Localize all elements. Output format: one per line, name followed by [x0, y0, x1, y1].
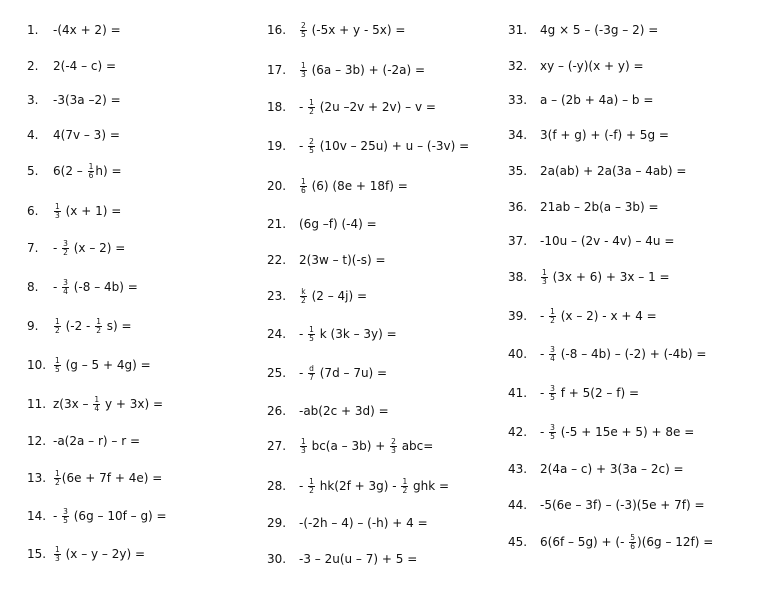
- expression-text: (6) (8e + 18f) =: [307, 179, 408, 193]
- fraction: [62, 508, 69, 525]
- problem-column-1: [27, 0, 277, 594]
- problem-12: [27, 433, 140, 449]
- fraction-numerator: 1: [309, 98, 314, 108]
- problem-expression: [53, 319, 132, 333]
- problem-3: [27, 92, 121, 108]
- fraction-denominator: 3: [301, 69, 306, 79]
- problem-expression: [540, 347, 706, 361]
- expression-text: k (3k – 3y) =: [315, 327, 397, 341]
- fraction-denominator: 2: [96, 325, 101, 335]
- problem-expression: [540, 200, 659, 214]
- problem-expression: [540, 93, 653, 107]
- fraction: [308, 478, 315, 495]
- fraction-numerator: 3: [63, 239, 68, 249]
- problem-expression: [540, 164, 686, 178]
- fraction-denominator: 6: [88, 170, 94, 180]
- problem-expression: [53, 204, 121, 218]
- expression-text: (6g – 10f – g) =: [69, 509, 167, 523]
- problem-19: [267, 138, 469, 155]
- problem-number: 39.: [508, 309, 528, 323]
- fraction: [401, 478, 408, 495]
- problem-number: 23.: [267, 289, 287, 303]
- problem-number: 9.: [27, 319, 39, 333]
- expression-text: f + 5(2 – f) =: [556, 386, 640, 400]
- fraction: [95, 318, 102, 335]
- fraction-numerator: 1: [309, 325, 314, 335]
- fraction-numerator: 1: [55, 317, 60, 327]
- fraction: [62, 279, 69, 296]
- problem-expression: [53, 59, 116, 73]
- fraction-numerator: 1: [301, 177, 306, 187]
- expression-text: (2 – 4j) =: [307, 289, 368, 303]
- problem-number: 4.: [27, 128, 39, 142]
- problem-31: [508, 22, 658, 38]
- problem-39: [508, 308, 657, 325]
- problem-expression: [540, 462, 684, 476]
- expression-text: (x – 2) =: [69, 241, 126, 255]
- expression-text: (x – y – 2y) =: [61, 547, 146, 561]
- problem-37: [508, 233, 674, 249]
- problem-number: 30.: [267, 552, 287, 566]
- problem-15: [27, 546, 145, 563]
- fraction: [549, 308, 556, 325]
- fraction-numerator: 1: [55, 545, 60, 555]
- problem-number: 16.: [267, 23, 287, 37]
- fraction: [308, 138, 315, 155]
- problem-35: [508, 163, 686, 179]
- problem-expression: [540, 425, 694, 439]
- expression-text: -(-2h – 4) – (-h) + 4 =: [299, 516, 428, 530]
- problem-number: 7.: [27, 241, 39, 255]
- expression-text: (3x + 6) + 3x – 1 =: [548, 270, 670, 284]
- expression-text: (-8 – 4b) – (-2) + (-4b) =: [556, 347, 707, 361]
- expression-text: h) =: [95, 164, 122, 178]
- problem-6: [27, 203, 121, 220]
- problem-number: 11.: [27, 397, 47, 411]
- problem-28: [267, 478, 449, 495]
- problem-34: [508, 127, 669, 143]
- fraction: [54, 203, 61, 220]
- problem-18: [267, 99, 436, 116]
- problem-21: [267, 216, 377, 232]
- problem-expression: [299, 516, 428, 530]
- problem-expression: [299, 327, 397, 341]
- problem-number: 45.: [508, 535, 528, 549]
- problem-number: 31.: [508, 23, 528, 37]
- problem-number: 35.: [508, 164, 528, 178]
- expression-text: -: [53, 241, 62, 255]
- problem-number: 44.: [508, 498, 528, 512]
- fraction-numerator: 1: [309, 477, 314, 487]
- problem-30: [267, 551, 417, 567]
- problem-23: [267, 288, 367, 305]
- problem-expression: [53, 164, 122, 178]
- problem-expression: [53, 241, 125, 255]
- fraction-numerator: 1: [301, 61, 306, 71]
- fraction-denominator: 6: [301, 185, 306, 195]
- fraction-numerator: 5: [630, 533, 636, 543]
- problem-number: 29.: [267, 516, 287, 530]
- problem-5: [27, 163, 122, 180]
- fraction: [300, 178, 307, 195]
- problem-26: [267, 403, 389, 419]
- problem-number: 18.: [267, 100, 287, 114]
- problem-27: [267, 438, 433, 455]
- problem-number: 14.: [27, 509, 47, 523]
- problem-29: [267, 515, 428, 531]
- fraction: [88, 163, 95, 180]
- fraction-denominator: 4: [63, 286, 68, 296]
- problem-number: 17.: [267, 63, 287, 77]
- expression-text: 4g × 5 – (-3g – 2) =: [540, 23, 659, 37]
- problem-8: [27, 279, 138, 296]
- expression-text: (-5x + y - 5x) =: [307, 23, 406, 37]
- fraction-denominator: 3: [55, 553, 60, 563]
- fraction-denominator: 2: [63, 247, 68, 257]
- problem-number: 33.: [508, 93, 528, 107]
- problem-11: [27, 396, 163, 413]
- fraction-denominator: 5: [63, 515, 68, 525]
- expression-text: 2(4a – c) + 3(3a – 2c) =: [540, 462, 684, 476]
- fraction: [390, 438, 397, 455]
- expression-text: 21ab – 2b(a – 3b) =: [540, 200, 659, 214]
- expression-text: -: [540, 386, 549, 400]
- fraction-numerator: 2: [301, 21, 306, 31]
- problem-33: [508, 92, 653, 108]
- problem-number: 21.: [267, 217, 287, 231]
- problem-expression: [540, 23, 658, 37]
- problem-40: [508, 346, 706, 363]
- problem-expression: [540, 234, 674, 248]
- fraction-numerator: 3: [63, 507, 68, 517]
- expression-text: ghk =: [409, 479, 450, 493]
- fraction-numerator: k: [301, 287, 306, 297]
- problem-expression: [299, 253, 386, 267]
- problem-expression: [53, 434, 140, 448]
- expression-text: (-5 + 15e + 5) + 8e =: [556, 425, 695, 439]
- problem-45: [508, 534, 713, 551]
- expression-text: a – (2b + 4a) – b =: [540, 93, 654, 107]
- problem-43: [508, 461, 684, 477]
- problem-expression: [299, 23, 405, 37]
- problem-number: 36.: [508, 200, 528, 214]
- fraction-denominator: 4: [550, 353, 555, 363]
- problem-expression: [53, 128, 120, 142]
- expression-text: 3(f + g) + (-f) + 5g =: [540, 128, 669, 142]
- problem-number: 3.: [27, 93, 39, 107]
- fraction: [308, 99, 315, 116]
- expression-text: xy – (-y)(x + y) =: [540, 59, 644, 73]
- problem-expression: [540, 270, 670, 284]
- problem-expression: [53, 23, 121, 37]
- fraction-numerator: 1: [55, 356, 60, 366]
- fraction-denominator: 5: [55, 364, 60, 374]
- problem-number: 26.: [267, 404, 287, 418]
- problem-number: 43.: [508, 462, 528, 476]
- fraction-denominator: 5: [550, 431, 555, 441]
- problem-number: 32.: [508, 59, 528, 73]
- expression-text: 6(2 –: [53, 164, 87, 178]
- problem-13: [27, 470, 162, 487]
- fraction-denominator: 2: [55, 325, 60, 335]
- problem-number: 6.: [27, 204, 39, 218]
- problem-expression: [540, 59, 644, 73]
- fraction-numerator: 1: [94, 395, 100, 405]
- expression-text: -: [299, 139, 308, 153]
- expression-text: (-8 – 4b) =: [69, 280, 138, 294]
- expression-text: y + 3x) =: [101, 397, 164, 411]
- expression-text: -3 – 2u(u – 7) + 5 =: [299, 552, 418, 566]
- problem-16: [267, 22, 405, 39]
- fraction-denominator: 3: [391, 445, 396, 455]
- problem-number: 13.: [27, 471, 47, 485]
- expression-text: abc=: [397, 439, 434, 453]
- problem-number: 42.: [508, 425, 528, 439]
- fraction: [54, 318, 61, 335]
- problem-expression: [299, 179, 408, 193]
- problem-1: [27, 22, 121, 38]
- problem-number: 28.: [267, 479, 287, 493]
- problem-14: [27, 508, 167, 525]
- problem-number: 38.: [508, 270, 528, 284]
- fraction-numerator: 2: [391, 437, 396, 447]
- expression-text: -: [299, 100, 308, 114]
- problem-38: [508, 269, 670, 286]
- problem-expression: [299, 404, 389, 418]
- problem-44: [508, 497, 705, 513]
- fraction-numerator: d: [309, 364, 314, 374]
- problem-expression: [299, 100, 436, 114]
- expression-text: (2u –2v + 2v) – v =: [315, 100, 436, 114]
- fraction-denominator: 3: [542, 276, 547, 286]
- problem-number: 12.: [27, 434, 47, 448]
- expression-text: -a(2a – r) – r =: [53, 434, 141, 448]
- fraction-numerator: 1: [542, 268, 547, 278]
- problem-expression: [53, 547, 145, 561]
- problem-7: [27, 240, 125, 257]
- expression-text: )(6g – 12f) =: [637, 535, 714, 549]
- problem-36: [508, 199, 659, 215]
- fraction-numerator: 1: [550, 307, 555, 317]
- expression-text: hk(2f + 3g) -: [315, 479, 401, 493]
- problem-expression: [299, 289, 367, 303]
- expression-text: s) =: [102, 319, 132, 333]
- fraction-denominator: 2: [550, 315, 555, 325]
- expression-text: -: [540, 309, 549, 323]
- problem-expression: [540, 309, 657, 323]
- fraction: [93, 396, 100, 413]
- fraction-denominator: 2: [301, 295, 306, 305]
- problem-number: 1.: [27, 23, 39, 37]
- problem-number: 10.: [27, 358, 47, 372]
- expression-text: -5(6e – 3f) – (-3)(5e + 7f) =: [540, 498, 705, 512]
- problem-expression: [53, 358, 151, 372]
- problem-number: 37.: [508, 234, 528, 248]
- fraction-numerator: 3: [63, 278, 68, 288]
- expression-text: 2a(ab) + 2a(3a – 4ab) =: [540, 164, 687, 178]
- fraction-numerator: 1: [402, 477, 408, 487]
- problem-20: [267, 178, 408, 195]
- fraction-numerator: 1: [55, 202, 60, 212]
- fraction-numerator: 3: [550, 423, 555, 433]
- problem-22: [267, 252, 386, 268]
- fraction-denominator: 3: [55, 210, 60, 220]
- fraction: [300, 22, 307, 39]
- fraction-denominator: 5: [309, 145, 314, 155]
- problem-9: [27, 318, 132, 335]
- fraction-denominator: 7: [309, 372, 314, 382]
- fraction-numerator: 1: [301, 437, 306, 447]
- problem-number: 22.: [267, 253, 287, 267]
- fraction-denominator: 2: [55, 477, 60, 487]
- problem-number: 5.: [27, 164, 39, 178]
- expression-text: 4(7v – 3) =: [53, 128, 120, 142]
- problem-25: [267, 365, 387, 382]
- problem-number: 25.: [267, 366, 287, 380]
- fraction: [54, 546, 61, 563]
- problem-expression: [540, 535, 713, 549]
- fraction: [629, 534, 636, 551]
- fraction: [62, 240, 69, 257]
- expression-text: -ab(2c + 3d) =: [299, 404, 389, 418]
- fraction: [549, 385, 556, 402]
- problem-42: [508, 424, 694, 441]
- problem-expression: [53, 280, 138, 294]
- problem-expression: [53, 93, 121, 107]
- expression-text: -: [299, 366, 308, 380]
- fraction-denominator: 4: [94, 403, 100, 413]
- problem-expression: [53, 509, 167, 523]
- problem-number: 27.: [267, 439, 287, 453]
- expression-text: -: [540, 347, 549, 361]
- expression-text: 2(-4 – c) =: [53, 59, 117, 73]
- expression-text: z(3x –: [53, 397, 93, 411]
- fraction-denominator: 5: [301, 29, 306, 39]
- fraction-numerator: 1: [55, 469, 60, 479]
- problem-41: [508, 385, 639, 402]
- problem-expression: [299, 366, 387, 380]
- expression-text: (10v – 25u) + u – (-3v) =: [315, 139, 470, 153]
- problem-column-3: [508, 0, 758, 594]
- problem-number: 8.: [27, 280, 39, 294]
- problem-number: 24.: [267, 327, 287, 341]
- expression-text: (7d – 7u) =: [315, 366, 388, 380]
- problem-32: [508, 58, 644, 74]
- fraction-denominator: 3: [301, 445, 306, 455]
- expression-text: 2(3w – t)(-s) =: [299, 253, 386, 267]
- problem-expression: [540, 386, 639, 400]
- expression-text: (x – 2) - x + 4 =: [556, 309, 657, 323]
- fraction: [549, 346, 556, 363]
- expression-text: (x + 1) =: [61, 204, 122, 218]
- problem-number: 2.: [27, 59, 39, 73]
- expression-text: -: [299, 479, 308, 493]
- problem-expression: [540, 498, 705, 512]
- fraction-numerator: 1: [88, 162, 94, 172]
- problem-column-2: [267, 0, 517, 594]
- fraction: [300, 288, 307, 305]
- fraction-denominator: 5: [309, 333, 314, 343]
- fraction: [300, 62, 307, 79]
- fraction: [308, 365, 315, 382]
- fraction: [541, 269, 548, 286]
- expression-text: bc(a – 3b) +: [307, 439, 390, 453]
- expression-text: -: [299, 327, 308, 341]
- problem-4: [27, 127, 120, 143]
- problem-expression: [53, 471, 162, 485]
- problem-expression: [53, 397, 163, 411]
- fraction-numerator: 2: [309, 137, 314, 147]
- problem-2: [27, 58, 116, 74]
- problem-number: 19.: [267, 139, 287, 153]
- expression-text: -(4x + 2) =: [53, 23, 121, 37]
- fraction: [54, 470, 61, 487]
- problem-expression: [299, 63, 425, 77]
- expression-text: -3(3a –2) =: [53, 93, 121, 107]
- problem-expression: [299, 439, 433, 453]
- problem-24: [267, 326, 397, 343]
- expression-text: (g – 5 + 4g) =: [61, 358, 151, 372]
- expression-text: 6(6f – 5g) + (-: [540, 535, 629, 549]
- fraction-denominator: 2: [309, 106, 314, 116]
- fraction-denominator: 2: [402, 485, 408, 495]
- fraction-denominator: 6: [630, 541, 636, 551]
- problem-number: 41.: [508, 386, 528, 400]
- fraction: [300, 438, 307, 455]
- fraction-denominator: 2: [309, 485, 314, 495]
- fraction: [549, 424, 556, 441]
- fraction: [308, 326, 315, 343]
- expression-text: (6e + 7f + 4e) =: [61, 471, 163, 485]
- problem-number: 34.: [508, 128, 528, 142]
- problem-number: 15.: [27, 547, 47, 561]
- problem-expression: [540, 128, 669, 142]
- expression-text: (6a – 3b) + (-2a) =: [307, 63, 426, 77]
- fraction-numerator: 3: [550, 384, 555, 394]
- problem-10: [27, 357, 151, 374]
- expression-text: -10u – (2v - 4v) – 4u =: [540, 234, 675, 248]
- problem-expression: [299, 552, 417, 566]
- fraction-numerator: 1: [96, 317, 101, 327]
- expression-text: -: [53, 280, 62, 294]
- fraction-numerator: 3: [550, 345, 555, 355]
- expression-text: (-2 -: [61, 319, 95, 333]
- fraction-denominator: 5: [550, 392, 555, 402]
- expression-text: -: [540, 425, 549, 439]
- fraction: [54, 357, 61, 374]
- problem-expression: [299, 479, 449, 493]
- expression-text: -: [53, 509, 62, 523]
- problem-17: [267, 62, 425, 79]
- problem-number: 40.: [508, 347, 528, 361]
- problem-expression: [299, 217, 377, 231]
- problem-number: 20.: [267, 179, 287, 193]
- problem-expression: [299, 139, 469, 153]
- expression-text: (6g –f) (-4) =: [299, 217, 377, 231]
